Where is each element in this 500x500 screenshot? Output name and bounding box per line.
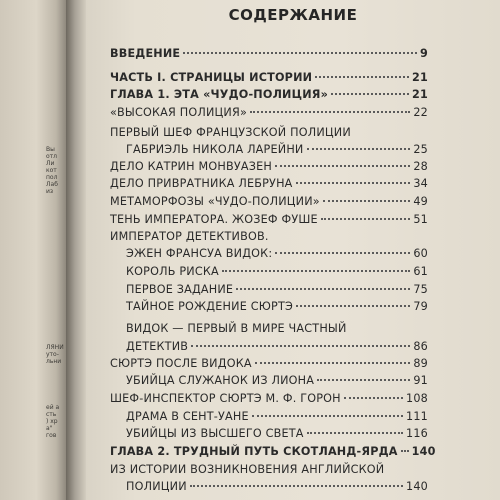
left-page-text-fragment: Вы отл Ли кот пол Лаб из: [46, 146, 58, 195]
dot-leader: [321, 218, 411, 220]
toc-page-number: 108: [406, 392, 428, 405]
dot-leader: [275, 165, 410, 167]
toc-entry-title: ПОЛИЦИИ: [126, 480, 187, 493]
dot-leader: [236, 288, 410, 290]
toc-page-number: 111: [406, 410, 428, 423]
toc-entry: [126, 410, 428, 424]
toc-entry: [126, 283, 428, 297]
toc-entry: [110, 106, 428, 120]
toc-entry-title: ВИДОК — ПЕРВЫЙ В МИРЕ ЧАСТНЫЙ: [126, 322, 347, 335]
toc-page-number: 116: [406, 427, 428, 440]
toc-entry: [110, 213, 428, 227]
toc-entry-title: ЭЖЕН ФРАНСУА ВИДОК:: [126, 247, 273, 260]
toc-entry-title: ДЕЛО КАТРИН МОНВУАЗЕН: [110, 160, 272, 173]
toc-page-number: 60: [413, 247, 428, 260]
dot-leader: [275, 252, 410, 254]
toc-page-number: 75: [413, 283, 428, 296]
toc-page-number: 25: [413, 143, 428, 156]
toc-entry-title: ПЕРВОЕ ЗАДАНИЕ: [126, 283, 234, 296]
toc-entry-title: ТАЙНОЕ РОЖДЕНИЕ СЮРТЭ: [126, 300, 293, 313]
toc-entry: [126, 340, 428, 354]
toc-page-number: 89: [413, 357, 428, 370]
dot-leader: [344, 397, 403, 399]
toc-entry: [126, 374, 428, 388]
toc-entry: [110, 230, 269, 244]
contents-page: [86, 0, 500, 500]
toc-entry-title: МЕТАМОРФОЗЫ «ЧУДО-ПОЛИЦИИ»: [110, 195, 320, 208]
toc-page-number: 51: [413, 213, 428, 226]
left-page-text-fragment: ЛЯНИ уто- льни: [46, 344, 64, 365]
toc-entry: [126, 143, 428, 157]
toc-entry: [110, 71, 428, 85]
dot-leader: [191, 345, 410, 347]
toc-page-number: 21: [412, 71, 428, 84]
dot-leader: [331, 93, 409, 95]
toc-entry: [126, 265, 428, 279]
toc-entry: [126, 480, 428, 494]
toc-entry-title: ИМПЕРАТОР ДЕТЕКТИВОВ.: [110, 230, 269, 243]
left-page-edge: [0, 0, 66, 500]
toc-entry-title: ВВЕДЕНИЕ: [110, 47, 181, 60]
toc-entry: [110, 445, 436, 459]
toc-page-number: 91: [413, 374, 428, 387]
toc-entry-title: УБИЙЦА СЛУЖАНОК ИЗ ЛИОНА: [126, 374, 315, 387]
toc-entry: [110, 160, 428, 174]
toc-entry-title: ДЕТЕКТИВ: [126, 340, 189, 353]
toc-entry-title: ИЗ ИСТОРИИ ВОЗНИКНОВЕНИЯ АНГЛИЙСКОЙ: [110, 463, 385, 476]
toc-page-number: 49: [413, 195, 428, 208]
toc-entry-title: ДЕЛО ПРИВРАТНИКА ЛЕБРУНА: [110, 177, 293, 190]
dot-leader: [250, 111, 410, 113]
dot-leader: [315, 76, 409, 78]
toc-page-number: 86: [413, 340, 428, 353]
toc-entry: [110, 177, 428, 191]
toc-entry-title: «ВЫСОКАЯ ПОЛИЦИЯ»: [110, 106, 248, 119]
toc-entry-title: ТЕНЬ ИМПЕРАТОРА. ЖОЗЕФ ФУШЕ: [110, 213, 318, 226]
toc-page-number: 61: [413, 265, 428, 278]
dot-leader: [252, 415, 403, 417]
toc-page-number: 79: [413, 300, 428, 313]
dot-leader: [401, 450, 409, 452]
toc-page-number: 28: [413, 160, 428, 173]
dot-leader: [190, 485, 403, 487]
toc-page-number: 22: [413, 106, 428, 119]
toc-entry-title: ШЕФ-ИНСПЕКТОР СЮРТЭ М. Ф. ГОРОН: [110, 392, 341, 405]
toc-entry: [110, 195, 428, 209]
toc-entry: [126, 427, 428, 441]
toc-entry-title: УБИЙЦЫ ИЗ ВЫСШЕГО СВЕТА: [126, 427, 304, 440]
toc-entry: [110, 357, 428, 371]
toc-page-number: 9: [420, 47, 428, 60]
toc-entry-title: ГЛАВА 1. ЭТА «ЧУДО-ПОЛИЦИЯ»: [110, 88, 329, 101]
toc-entry: [126, 322, 347, 336]
toc-page-number: 140: [411, 445, 436, 458]
dot-leader: [222, 270, 410, 272]
dot-leader: [296, 305, 410, 307]
toc-entry: [110, 392, 428, 406]
dot-leader: [307, 148, 411, 150]
toc-entry-title: ПЕРВЫЙ ШЕФ ФРАНЦУЗСКОЙ ПОЛИЦИИ: [110, 126, 351, 139]
toc-entry-title: КОРОЛЬ РИСКА: [126, 265, 219, 278]
dot-leader: [317, 379, 410, 381]
toc-entry-title: ГАБРИЭЛЬ НИКОЛА ЛАРЕЙНИ: [126, 143, 304, 156]
left-page-text-fragment: ей а сть ) хр а" гов: [46, 404, 60, 439]
toc-entry: [110, 463, 384, 477]
toc-entry-title: ЧАСТЬ I. СТРАНИЦЫ ИСТОРИИ: [110, 71, 313, 84]
toc-entry-title: ГЛАВА 2. ТРУДНЫЙ ПУТЬ СКОТЛАНД-ЯРДА: [110, 445, 398, 458]
dot-leader: [323, 200, 411, 202]
toc-entry: [110, 126, 351, 140]
dot-leader: [296, 182, 411, 184]
toc-entry: [126, 247, 428, 261]
toc-page-number: 21: [412, 88, 428, 101]
toc-entry: [110, 88, 428, 102]
toc-page-number: 140: [406, 480, 428, 493]
page-title: СОДЕРЖАНИЕ: [228, 6, 358, 24]
toc-entry-title: СЮРТЭ ПОСЛЕ ВИДОКА: [110, 357, 252, 370]
toc-entry: [110, 47, 428, 61]
dot-leader: [183, 52, 417, 54]
toc-page-number: 34: [413, 177, 428, 190]
toc-entry-title: ДРАМА В СЕНТ-УАНЕ: [126, 410, 249, 423]
dot-leader: [307, 432, 403, 434]
dot-leader: [255, 362, 411, 364]
book-gutter: [66, 0, 86, 500]
toc-entry: [126, 300, 428, 314]
